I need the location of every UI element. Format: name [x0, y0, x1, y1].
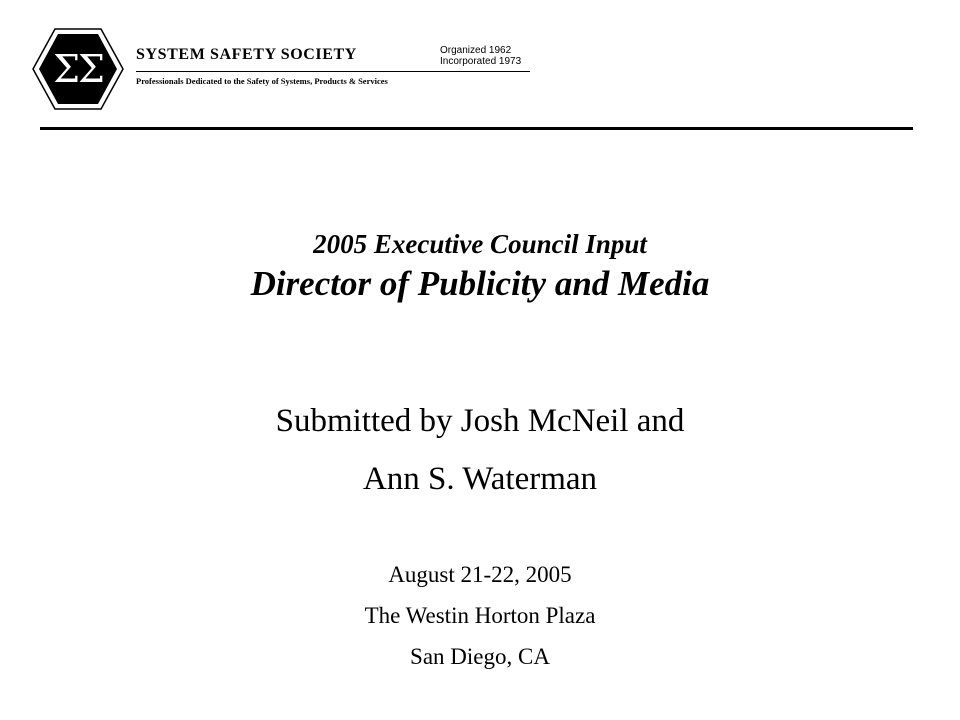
event-details	[0, 554, 960, 677]
organized-year: Organized 1962	[440, 45, 512, 56]
event-venue: The Westin Horton Plaza	[364, 603, 596, 628]
submitted-by	[0, 392, 960, 508]
event-date: August 21-22, 2005	[388, 562, 572, 587]
society-logo	[32, 28, 124, 110]
incorporated-year: Incorporated 1973	[440, 56, 522, 67]
organization-tagline: Professionals Dedicated to the Safety of Systems, Products & Services	[136, 76, 388, 86]
organization-name: SYSTEM SAFETY SOCIETY	[136, 46, 357, 63]
title-line-2: Director of Publicity and Media	[250, 264, 710, 303]
organization-underline	[136, 71, 530, 72]
organization-dates	[440, 45, 521, 67]
sigma-logo-text: ΣΣ	[53, 47, 103, 91]
slide-title	[0, 226, 960, 306]
event-location: San Diego, CA	[410, 644, 550, 669]
header-divider	[40, 127, 913, 130]
submitted-line-2: Ann S. Waterman	[362, 461, 598, 497]
title-line-1: 2005 Executive Council Input	[313, 229, 647, 259]
submitted-line-1: Submitted by Josh McNeil and	[275, 403, 685, 439]
